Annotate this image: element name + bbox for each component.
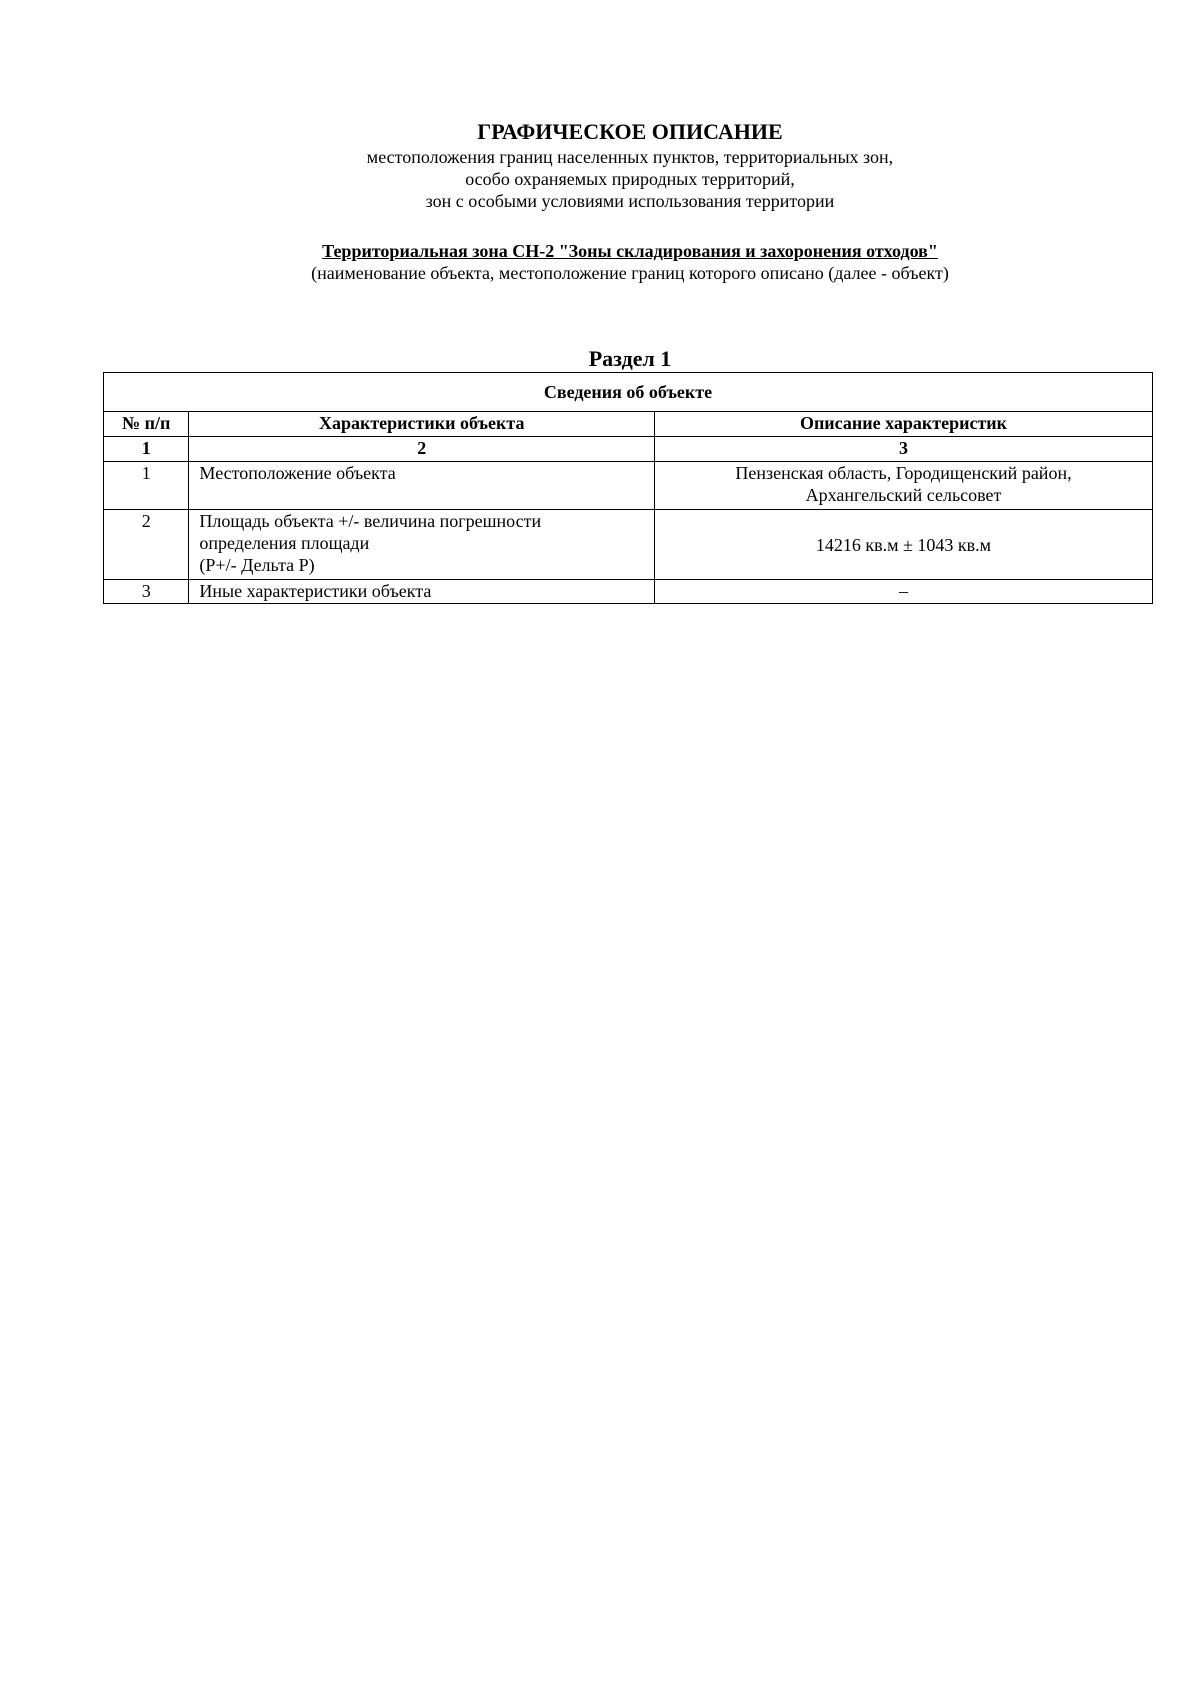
row-description-line: 14216 кв.м ± 1043 кв.м: [815, 534, 992, 555]
row-characteristic: [189, 462, 655, 510]
object-name-caption: (наименование объекта, местоположение границ которого описано (далее - объект): [311, 263, 949, 283]
document-title: ГРАФИЧЕСКОЕ ОПИСАНИЕ: [477, 119, 783, 144]
row-characteristic: [189, 580, 655, 604]
table-column-number-row: [104, 437, 1153, 462]
row-description: [655, 580, 1153, 604]
row-characteristic-line: определения площади: [199, 533, 370, 553]
row-number: 2: [104, 510, 189, 580]
column-header-characteristic: Характеристики объекта: [189, 412, 655, 437]
table-header-row: [104, 412, 1153, 437]
row-description-line: –: [899, 581, 908, 601]
table-caption-row: [104, 373, 1153, 412]
column-header-number: № п/п: [104, 412, 189, 437]
object-name: Территориальная зона СН-2 "Зоны складирования и захоронения отходов": [322, 241, 938, 261]
row-description-line: Архангельский сельсовет: [805, 485, 1002, 505]
row-number: 1: [104, 462, 189, 510]
column-number-3: 3: [655, 437, 1153, 462]
column-number-2: 2: [189, 437, 655, 462]
row-description: [655, 510, 1153, 580]
row-characteristic-line: Площадь объекта +/- величина погрешности: [199, 511, 542, 531]
document-header: [0, 118, 1200, 212]
section-title: Раздел 1: [588, 346, 672, 371]
object-info-table: [103, 372, 1153, 604]
table-caption: Сведения об объекте: [104, 373, 1153, 412]
object-heading: [0, 240, 1200, 284]
row-characteristic: [189, 510, 655, 580]
table-row: [104, 462, 1153, 510]
row-number: 3: [104, 580, 189, 604]
row-characteristic-line: Местоположение объекта: [199, 463, 396, 483]
row-characteristic-line: (Р+/- Дельта Р): [199, 555, 315, 575]
column-number-1: 1: [104, 437, 189, 462]
document-subtitle-line-3: зон с особыми условиями использования территории: [425, 191, 835, 211]
document-subtitle-line-1: местоположения границ населенных пунктов, территориальных зон,: [366, 147, 894, 167]
table-row: [104, 580, 1153, 604]
document-subtitle-line-2: особо охраняемых природных территорий,: [465, 169, 795, 189]
row-characteristic-line: Иные характеристики объекта: [199, 581, 432, 601]
table-row: [104, 510, 1153, 580]
row-description: [655, 462, 1153, 510]
row-description-line: Пензенская область, Городищенский район,: [735, 463, 1072, 483]
column-header-description: Описание характеристик: [655, 412, 1153, 437]
